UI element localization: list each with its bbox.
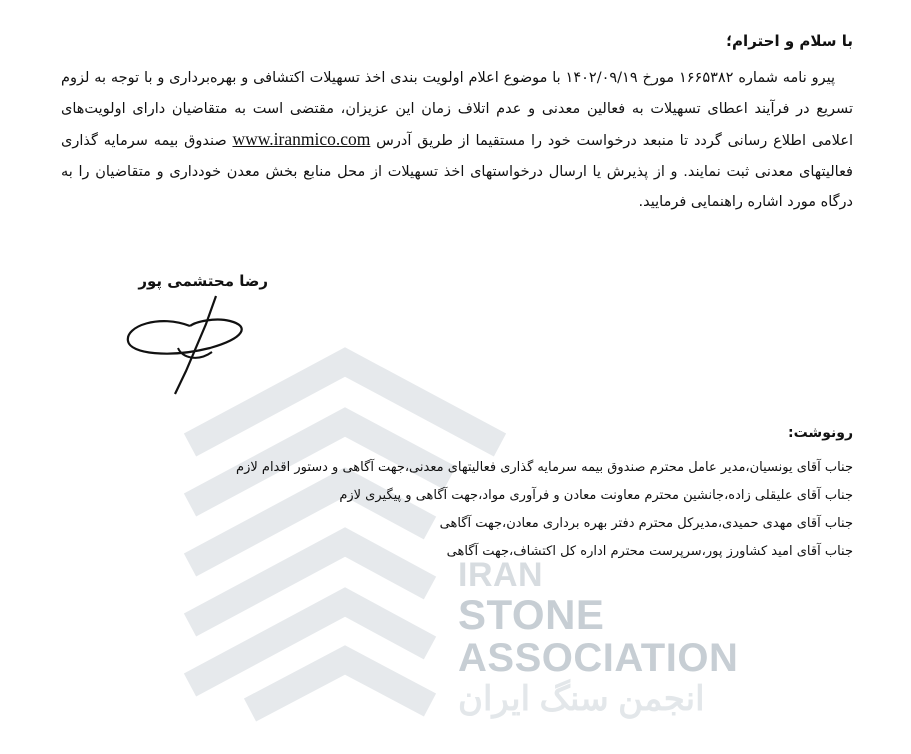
- watermark-line-3: ASSOCIATION: [458, 636, 739, 680]
- cc-list: [133, 454, 853, 566]
- cc-title: رونوشت:: [788, 425, 853, 441]
- watermark-line-2: STONE: [458, 591, 605, 638]
- cc-item: جناب آقای یونسیان،مدیر عامل محترم صندوق بیمه سرمایه گذاری فعالیتهای معدنی،جهت آگاهی و دستور اقدام لازم: [236, 460, 853, 475]
- cc-item: جناب آقای امید کشاورز پور،سرپرست محترم اداره کل اکتشاف،جهت آگاهی: [446, 544, 853, 559]
- signatory-name: رضا محتشمی پور: [138, 272, 268, 290]
- body-text-part-2: صندوق بیمه سرمایه گذاری فعالیتهای معدنی ثبت نمایند. و از پذیرش یا ارسال درخواستهای اخذ تسهیلات از محل منابع بخش معدن خودداری و متقاضیان را به درگاه مورد اشاره راهنمایی فرمایید.: [61, 133, 853, 210]
- cc-item: جناب آقای مهدی حمیدی،مدیرکل محترم دفتر بهره برداری معادن،جهت آگاهی: [439, 516, 853, 531]
- cc-item: جناب آقای علیقلی زاده،جانشین محترم معاونت معادن و فرآوری مواد،جهت آگاهی و پیگیری لازم: [339, 488, 853, 503]
- greeting: با سلام و احترام؛: [726, 32, 853, 50]
- signature-icon: [120, 286, 260, 396]
- letter-body: [61, 63, 853, 218]
- body-paragraph: [61, 63, 853, 218]
- website-link[interactable]: www.iranmico.com: [232, 129, 371, 149]
- body-text-part-1: پیرو نامه شماره ۱۶۶۵۳۸۲ مورخ ۱۴۰۲/۰۹/۱۹ با موضوع اعلام اولویت بندی اخذ تسهیلات اکتشافی و بهره‌برداری و با توجه به لزوم تسریع در فرآیند اعطای تسهیلات به فعالین معدنی و عدم اتلاف زمان این عزیزان، مقتضی است به متقاضیان دارای اولویت‌های اعلامی اطلاع رسانی گردد تا منبعد درخواست خود را مستقیما از طریق آدرس: [61, 70, 853, 149]
- watermark-line-4: انجمن سنگ ایران: [458, 680, 705, 718]
- signature-block: [120, 272, 320, 392]
- watermark-line-1: IRAN: [458, 556, 544, 594]
